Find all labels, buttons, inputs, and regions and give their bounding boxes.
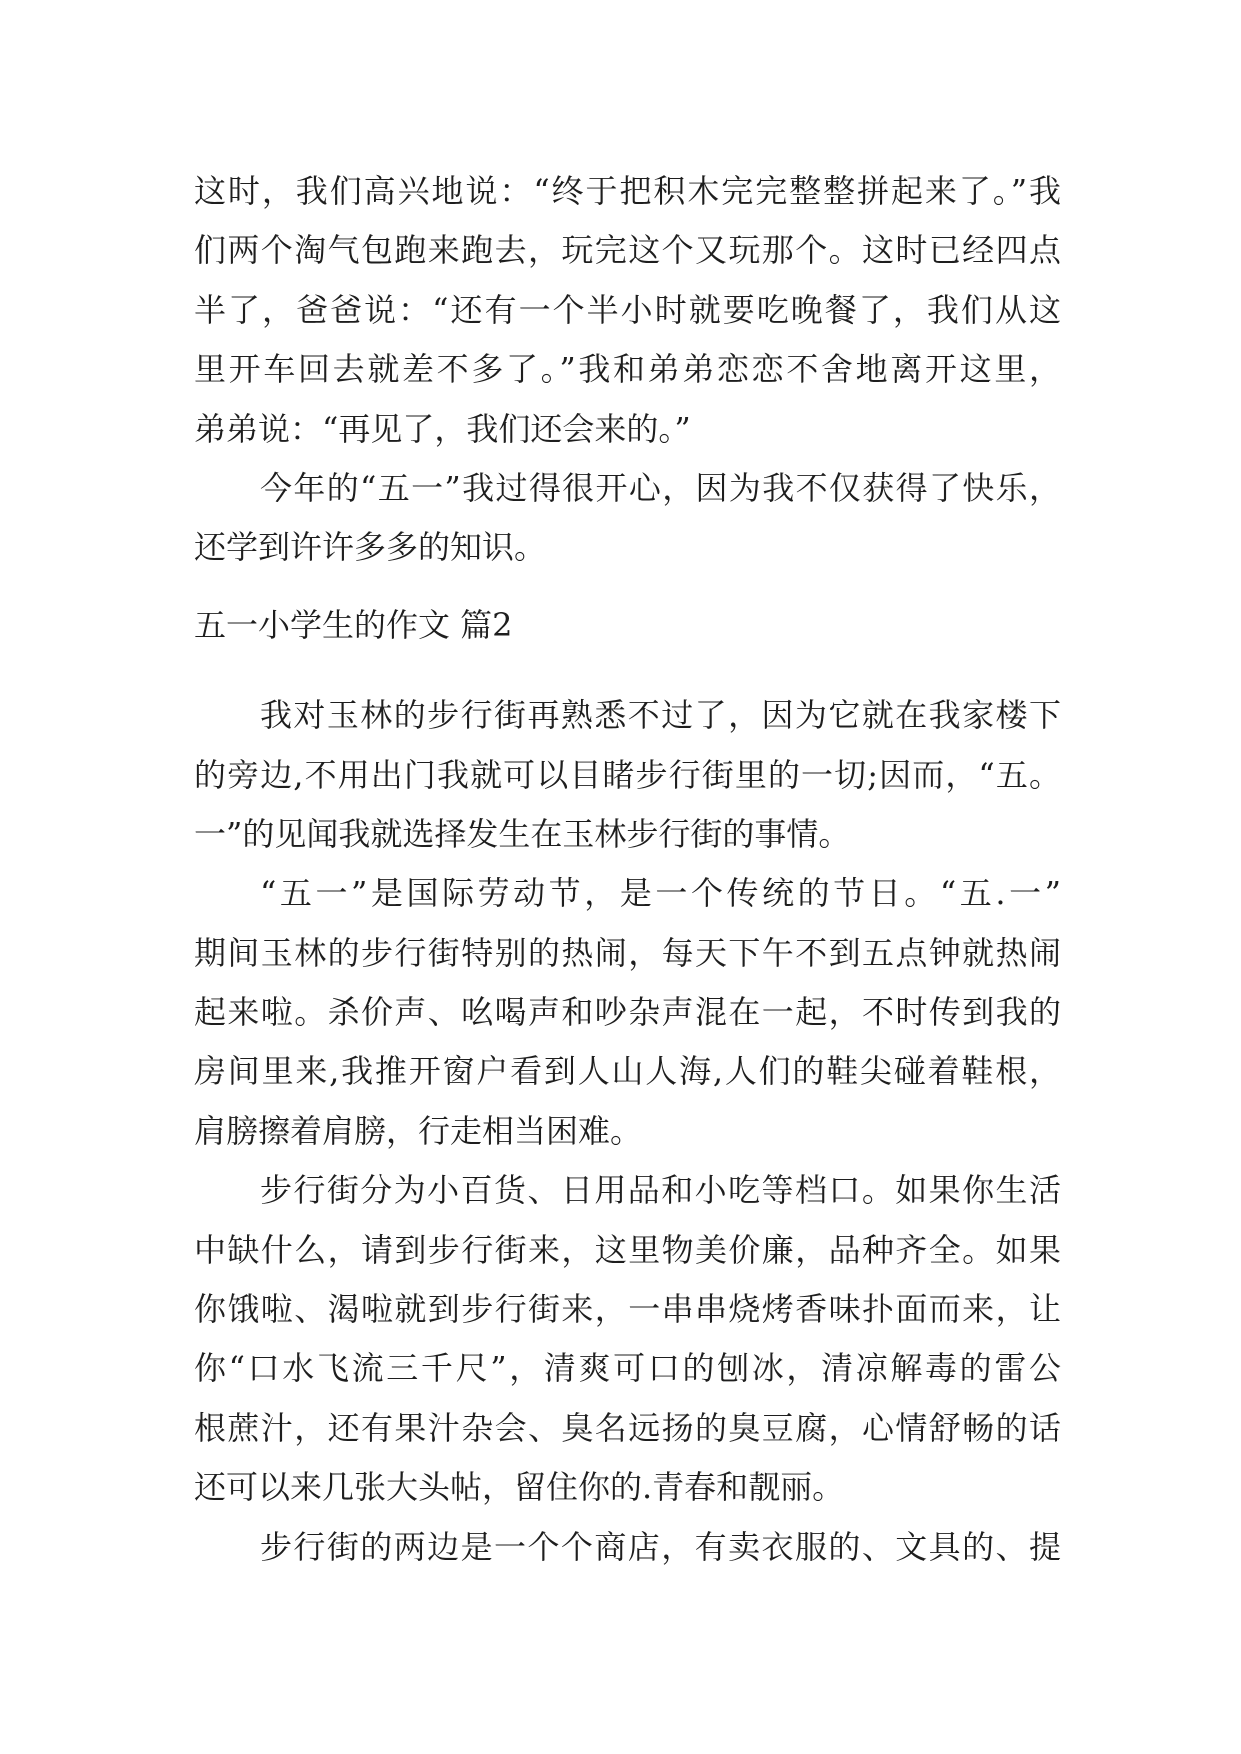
- paragraph-line: 起来啦。杀价声、吆喝声和吵杂声混在一起，不时传到我的: [194, 993, 1061, 1032]
- paragraph: [194, 864, 1061, 1161]
- paragraph-line: 一”的见闻我就选择发生在玉林步行街的事情。: [194, 814, 851, 853]
- paragraph: [194, 1518, 1061, 1577]
- paragraph-line: 肩膀擦着肩膀，行走相当困难。: [194, 1111, 643, 1150]
- document-body: [194, 162, 1061, 1577]
- paragraph-line: “五一”是国际劳动节，是一个传统的节日。“五.一”: [260, 874, 1061, 913]
- paragraph-line: 根蔗汁，还有果汁杂会、臭名远扬的臭豆腐，心情舒畅的话: [194, 1408, 1061, 1447]
- paragraph-line: 半了，爸爸说：“还有一个半小时就要吃晚餐了，我们从这: [194, 290, 1061, 329]
- paragraph-line: 还可以来几张大头帖，留住你的.青春和靓丽。: [194, 1468, 845, 1507]
- paragraph-line: 里开车回去就差不多了。”我和弟弟恋恋不舍地离开这里，: [194, 350, 1061, 389]
- paragraph-line: 期间玉林的步行街特别的热闹，每天下午不到五点钟就热闹: [194, 933, 1061, 972]
- paragraph-line: 今年的“五一”我过得很开心，因为我不仅获得了快乐，: [260, 468, 1061, 507]
- paragraph-line: 这时，我们高兴地说：“终于把积木完完整整拼起来了。”我: [194, 172, 1061, 210]
- paragraph: [194, 686, 1061, 864]
- section-heading: 五一小学生的作文 篇2: [194, 605, 513, 644]
- paragraph-line: 还学到许许多多的知识。: [194, 528, 547, 567]
- paragraph: [194, 162, 1061, 459]
- paragraph-line: 步行街的两边是一个个商店，有卖衣服的、文具的、提: [260, 1527, 1061, 1566]
- paragraph-line: 你饿啦、渴啦就到步行街来，一串串烧烤香味扑面而来，让: [194, 1290, 1061, 1329]
- paragraph-line: 们两个淘气包跑来跑去，玩完这个又玩那个。这时已经四点: [194, 231, 1061, 270]
- paragraph: [194, 459, 1061, 578]
- paragraph-line: 的旁边,不用出门我就可以目睹步行街里的一切;因而，“五。: [194, 755, 1061, 794]
- paragraph-line: 你“口水飞流三千尺”，清爽可口的刨冰，清凉解毒的雷公: [194, 1349, 1061, 1388]
- paragraph: [194, 1161, 1061, 1517]
- paragraph-line: 房间里来,我推开窗户看到人山人海,人们的鞋尖碰着鞋根，: [194, 1052, 1061, 1091]
- paragraph-line: 弟弟说：“再见了，我们还会来的。”: [194, 409, 691, 448]
- paragraph-line: 中缺什么，请到步行街来，这里物美价廉，品种齐全。如果: [194, 1230, 1061, 1269]
- paragraph-line: 步行街分为小百货、日用品和小吃等档口。如果你生活: [260, 1171, 1061, 1210]
- paragraph-line: 我对玉林的步行街再熟悉不过了，因为它就在我家楼下: [260, 696, 1061, 735]
